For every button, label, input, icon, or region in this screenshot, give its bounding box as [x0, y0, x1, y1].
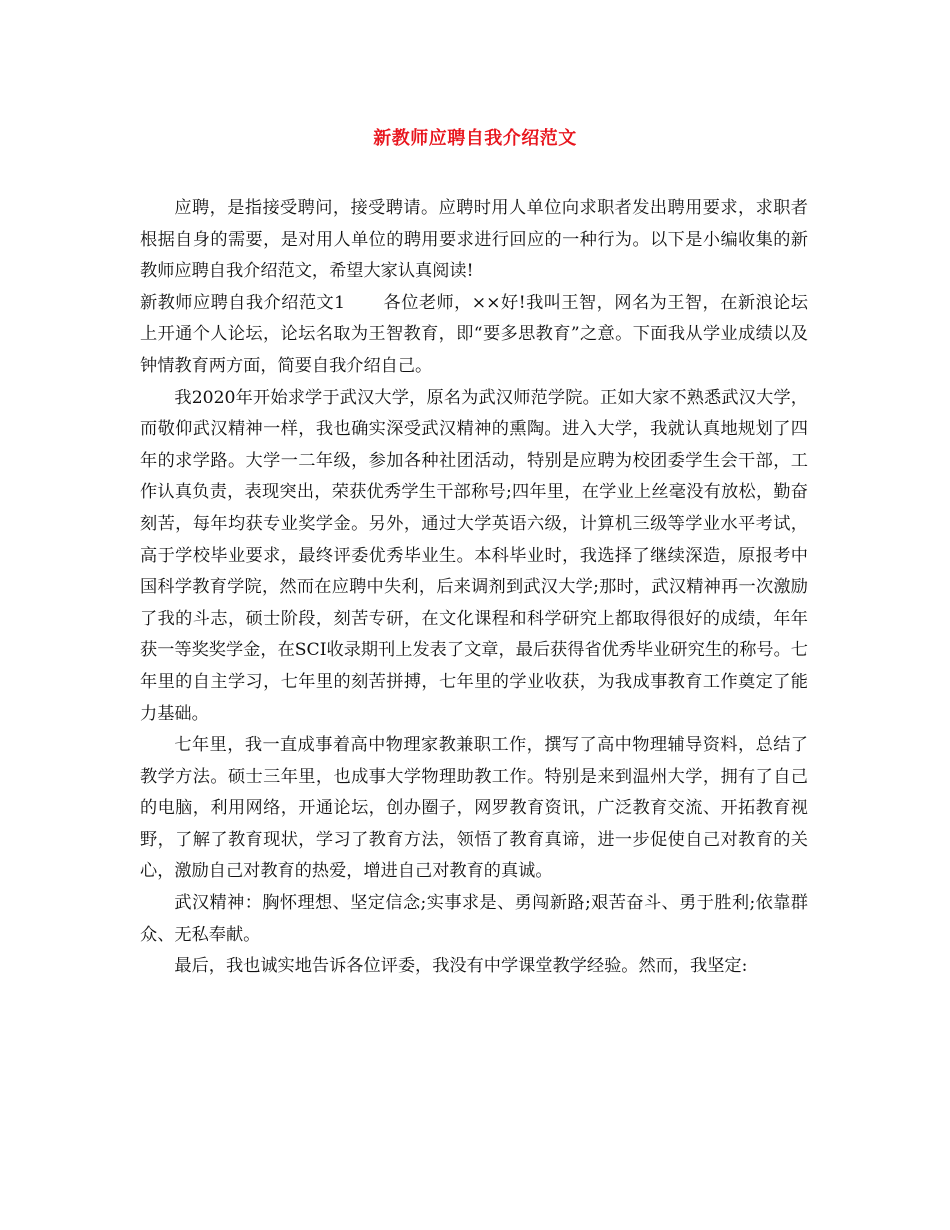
document-title: 新教师应聘自我介绍范文 [373, 128, 577, 149]
paragraph-teaching: 七年里，我一直成事着高中物理家教兼职工作，撰写了高中物理辅导资料，总结了教学方法。硕士三年里，也成事大学物理助教工作。特别是来到温州大学，拥有了自己的电脑，利用网络，开通论坛，创办圈子，网罗教育资讯，广泛教育交流、开拓教育视野，了解了教育现状，学习了教育方法，领悟了教育真谛，进一步促使自己对教育的关心，激励自己对教育的热爱，增进自己对教育的真诚。 [140, 735, 808, 882]
paragraph-study: 我2020年开始求学于武汉大学，原名为武汉师范学院。正如大家不熟悉武汉大学，而敬仰武汉精神一样，我也确实深受武汉精神的熏陶。进入大学，我就认真地规划了四年的求学路。大学一二年级，参加各种社团活动，特别是应聘为校团委学生会干部，工作认真负责，表现突出，荣获优秀学生干部称号;四年里，在学业上丝毫没有放松，勤奋刻苦，每年均获专业奖学金。另外，通过大学英语六级，计算机三级等学业水平考试，高于学校毕业要求，最终评委优秀毕业生。本科毕业时，我选择了继续深造，原报考中国科学教育学院，然而在应聘中失利，后来调剂到武汉大学;那时，武汉精神再一次激励了我的斗志，硕士阶段，刻苦专研，在文化课程和科学研究上都取得很好的成绩，年年获一等奖奖学金，在SCI收录期刊上发表了文章，最后获得省优秀毕业研究生的称号。七年里的自主学习，七年里的刻苦拼搏，七年里的学业收获，为我成事教育工作奠定了能力基础。 [140, 387, 808, 724]
intro-paragraph: 应聘，是指接受聘问，接受聘请。应聘时用人单位向求职者发出聘用要求，求职者根据自身的需要，是对用人单位的聘用要求进行回应的一种行为。以下是小编收集的新教师应聘自我介绍范文，希望大家认真阅读! [140, 198, 808, 282]
paragraph-closing: 最后，我也诚实地告诉各位评委，我没有中学课堂教学经验。然而，我坚定: [174, 956, 748, 977]
section-label: 新教师应聘自我介绍范文1 [140, 292, 346, 313]
section-first-text: 各位老师，××好!我叫王智，网名为王智，在新浪论坛上开通个人论坛，论坛名取为王智教育，即“要多思教育”之意。下面我从学业成绩以及钟情教育两方面，简要自我介绍自己。 [140, 292, 808, 376]
paragraph-spirit: 武汉精神：胸怀理想、坚定信念;实事求是、勇闯新路;艰苦奋斗、勇于胜利;依靠群众、无私奉献。 [140, 893, 808, 945]
document-body [140, 193, 808, 983]
section-paragraph [140, 288, 808, 383]
